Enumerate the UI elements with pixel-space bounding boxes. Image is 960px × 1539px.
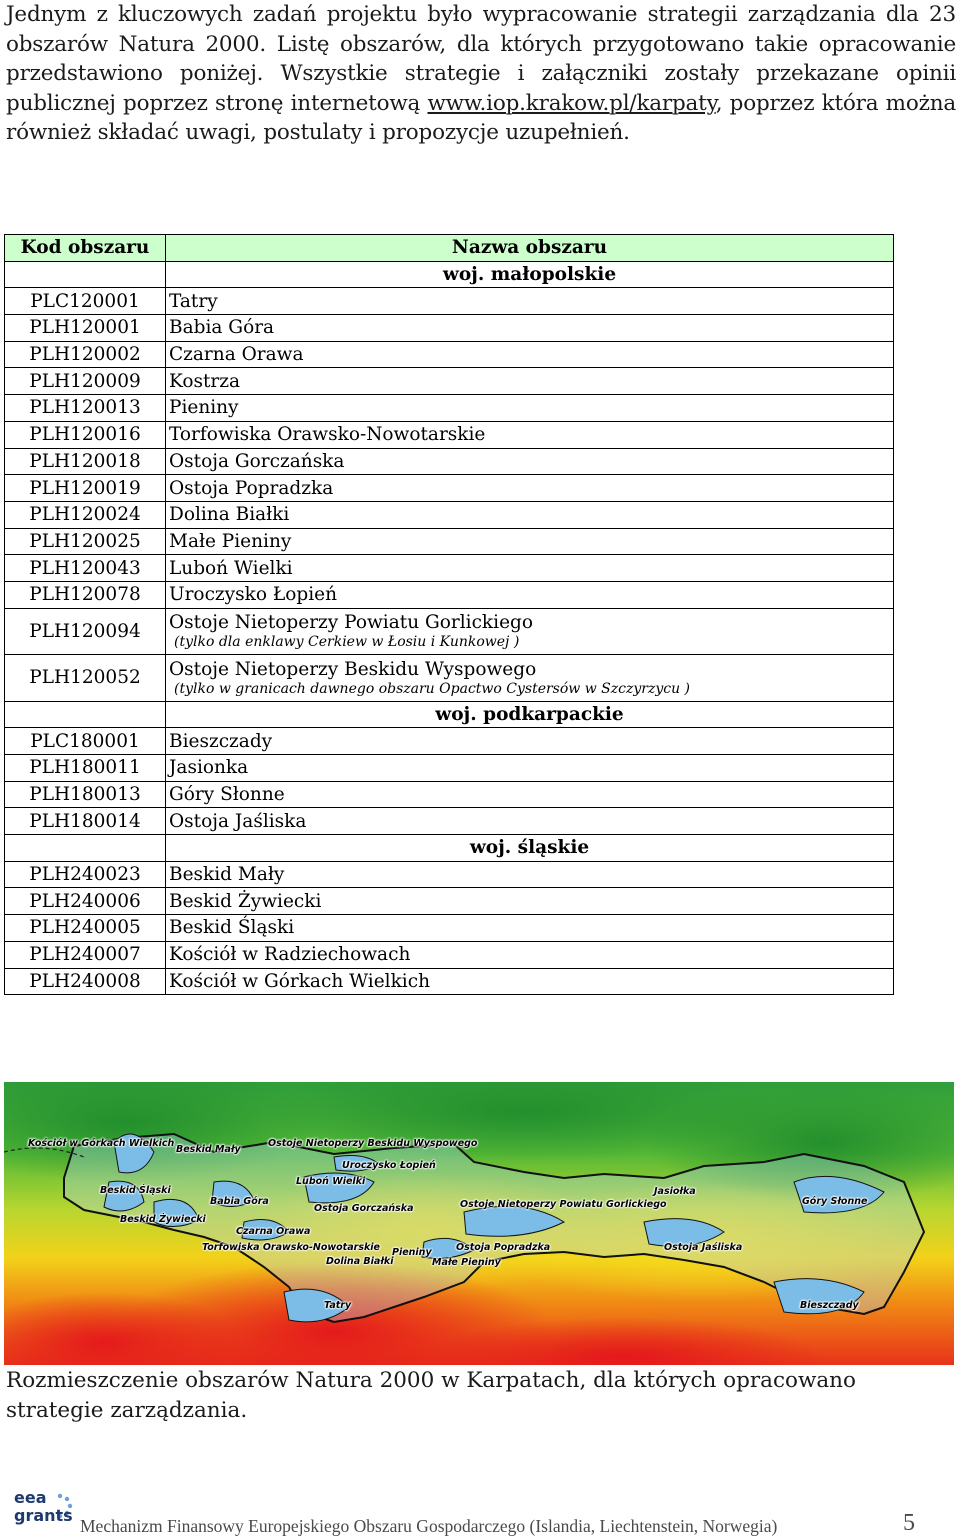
map-label-gory-slonne: Góry Słonne	[802, 1196, 868, 1207]
area-name: Ostoje Nietoperzy Powiatu Gorlickiego	[169, 612, 533, 634]
map-label-czarna-orawa: Czarna Orawa	[236, 1226, 311, 1237]
area-code: PLH180011	[5, 755, 166, 782]
area-code: PLH180013	[5, 781, 166, 808]
area-name: Torfowiska Orawsko-Nowotarskie	[166, 421, 894, 448]
map-label-babia-gora: Babia Góra	[210, 1196, 269, 1207]
area-name: Bieszczady	[166, 728, 894, 755]
area-code: PLH240008	[5, 968, 166, 995]
table-row	[5, 368, 894, 395]
area-code: PLH240005	[5, 915, 166, 942]
area-code: PLH240007	[5, 941, 166, 968]
area-code: PLH120094	[5, 608, 166, 655]
table-row	[5, 288, 894, 315]
area-name: Kościół w Radziechowach	[166, 941, 894, 968]
table-row	[5, 315, 894, 342]
map-label-lubon-wielki: Luboń Wielki	[296, 1176, 366, 1187]
table-row	[5, 581, 894, 608]
table-row	[5, 475, 894, 502]
table-row	[5, 501, 894, 528]
area-code: PLH120024	[5, 501, 166, 528]
area-name: Beskid Śląski	[166, 915, 894, 942]
area-name: Babia Góra	[166, 315, 894, 342]
table-row	[5, 528, 894, 555]
region-code-cell	[5, 835, 166, 862]
area-code: PLH120019	[5, 475, 166, 502]
area-name: Małe Pieniny	[166, 528, 894, 555]
area-name: Jasionka	[166, 755, 894, 782]
area-name: Tatry	[166, 288, 894, 315]
area-name: Beskid Mały	[166, 861, 894, 888]
region-code-cell	[5, 261, 166, 288]
page-number: 5	[903, 1510, 915, 1536]
area-name: Ostoja Jaśliska	[166, 808, 894, 835]
area-code: PLH120018	[5, 448, 166, 475]
areas-table-body	[5, 235, 894, 995]
area-name: Ostoje Nietoperzy Beskidu Wyspowego	[169, 658, 537, 680]
area-name: Ostoja Popradzka	[166, 475, 894, 502]
map-label-torfowiska: Torfowiska Orawsko-Nowotarskie	[202, 1242, 380, 1253]
map-label-ostoja-gorczanska: Ostoja Gorczańska	[314, 1203, 414, 1214]
header-name: Nazwa obszaru	[166, 235, 894, 262]
header-code: Kod obszaru	[5, 235, 166, 262]
area-name: Ostoja Gorczańska	[166, 448, 894, 475]
area-code: PLH120002	[5, 341, 166, 368]
table-row	[5, 728, 894, 755]
area-code: PLH240023	[5, 861, 166, 888]
map-label-pieniny: Pieniny	[392, 1247, 432, 1258]
table-row	[5, 555, 894, 582]
map-label-male-pieniny: Małe Pieniny	[432, 1257, 501, 1268]
area-note: (tylko dla enklawy Cerkiew w Łosiu i Kunkowej )	[174, 634, 520, 651]
map-label-uroczysko-lopien: Uroczysko Łopień	[342, 1160, 436, 1171]
area-code: PLH120016	[5, 421, 166, 448]
map-label-ostoja-popradzka: Ostoja Popradzka	[456, 1242, 551, 1253]
table-row	[5, 395, 894, 422]
region-row	[5, 835, 894, 862]
area-code: PLC180001	[5, 728, 166, 755]
area-name: Góry Słonne	[166, 781, 894, 808]
map-label-tatry: Tatry	[324, 1300, 352, 1311]
logo-text-eea: eea	[14, 1488, 47, 1507]
region-label: woj. małopolskie	[166, 261, 894, 288]
area-name: Uroczysko Łopień	[166, 581, 894, 608]
map-label-beskid-slaski: Beskid Śląski	[100, 1185, 171, 1196]
eea-grants-logo	[14, 1488, 80, 1530]
area-name: Kostrza	[166, 368, 894, 395]
region-row	[5, 701, 894, 728]
table-row	[5, 608, 894, 655]
area-name: Czarna Orawa	[166, 341, 894, 368]
table-row	[5, 755, 894, 782]
area-name-cell	[166, 655, 894, 702]
map-label-ostoja-jasliska: Ostoja Jaśliska	[664, 1242, 743, 1253]
map-label-beskid-zywiecki: Beskid Żywiecki	[120, 1214, 206, 1225]
area-code: PLH120078	[5, 581, 166, 608]
table-row	[5, 448, 894, 475]
area-code: PLH180014	[5, 808, 166, 835]
area-name-cell	[166, 608, 894, 655]
table-row	[5, 655, 894, 702]
logo-text-grants: grants	[14, 1506, 73, 1525]
area-name: Luboń Wielki	[166, 555, 894, 582]
area-name: Pieniny	[166, 395, 894, 422]
region-label: woj. podkarpackie	[166, 701, 894, 728]
intro-text-end: , poprzez która można również składać uwagi, postulaty i propozycje uzupełnień.	[6, 90, 956, 145]
carpathians-map	[4, 1082, 954, 1365]
map-label-nietoperzy-wyspowy: Ostoje Nietoperzy Beskidu Wyspowego	[268, 1138, 478, 1149]
table-row	[5, 421, 894, 448]
map-label-dolina-bialki: Dolina Białki	[326, 1256, 394, 1267]
area-code: PLH240006	[5, 888, 166, 915]
area-code: PLH120013	[5, 395, 166, 422]
map-label-koscio-gorki: Kościół w Górkach Wielkich	[28, 1138, 175, 1149]
intro-text-start: Jednym z kluczowych zadań projektu było wypracowanie strategii zarządzania dla 23 obszarów Natura 2000. Listę obszarów, dla których przygotowano takie opracowanie przedstawiono poniżej. Wszystkie strategie i załączniki zostały przekazane opinii publicznej poprzez stronę internetową	[6, 2, 956, 116]
map-label-bieszczady: Bieszczady	[800, 1300, 859, 1311]
map-caption: Rozmieszczenie obszarów Natura 2000 w Karpatach, dla których opracowano strategie zarządzania.	[6, 1368, 856, 1423]
region-code-cell	[5, 701, 166, 728]
map-label-beskid-maly: Beskid Mały	[176, 1144, 241, 1155]
table-row	[5, 888, 894, 915]
table-row	[5, 341, 894, 368]
table-row	[5, 941, 894, 968]
area-code: PLH120043	[5, 555, 166, 582]
table-row	[5, 781, 894, 808]
area-name: Beskid Żywiecki	[166, 888, 894, 915]
intro-paragraph	[6, 0, 956, 148]
area-code: PLH120001	[5, 315, 166, 342]
table-row	[5, 968, 894, 995]
area-code: PLH120009	[5, 368, 166, 395]
area-code: PLH120052	[5, 655, 166, 702]
area-name: Kościół w Górkach Wielkich	[166, 968, 894, 995]
table-header-row	[5, 235, 894, 262]
area-note: (tylko w granicach dawnego obszaru Opactwo Cystersów w Szczyrzycu )	[174, 680, 690, 697]
table-row	[5, 808, 894, 835]
map-label-nietoperzy-gorlice: Ostoje Nietoperzy Powiatu Gorlickiego	[460, 1199, 667, 1210]
region-row	[5, 261, 894, 288]
table-row	[5, 915, 894, 942]
region-label: woj. śląskie	[166, 835, 894, 862]
area-code: PLC120001	[5, 288, 166, 315]
project-website-link[interactable]: www.iop.krakow.pl/karpaty	[427, 90, 716, 116]
table-row	[5, 861, 894, 888]
area-code: PLH120025	[5, 528, 166, 555]
natura-areas-table	[4, 234, 894, 995]
map-label-jasiolka: Jasiołka	[654, 1186, 696, 1197]
area-name: Dolina Białki	[166, 501, 894, 528]
page-footer: Mechanizm Finansowy Europejskiego Obszaru Gospodarczego (Islandia, Liechtenstein, Norwegia)	[80, 1516, 778, 1536]
